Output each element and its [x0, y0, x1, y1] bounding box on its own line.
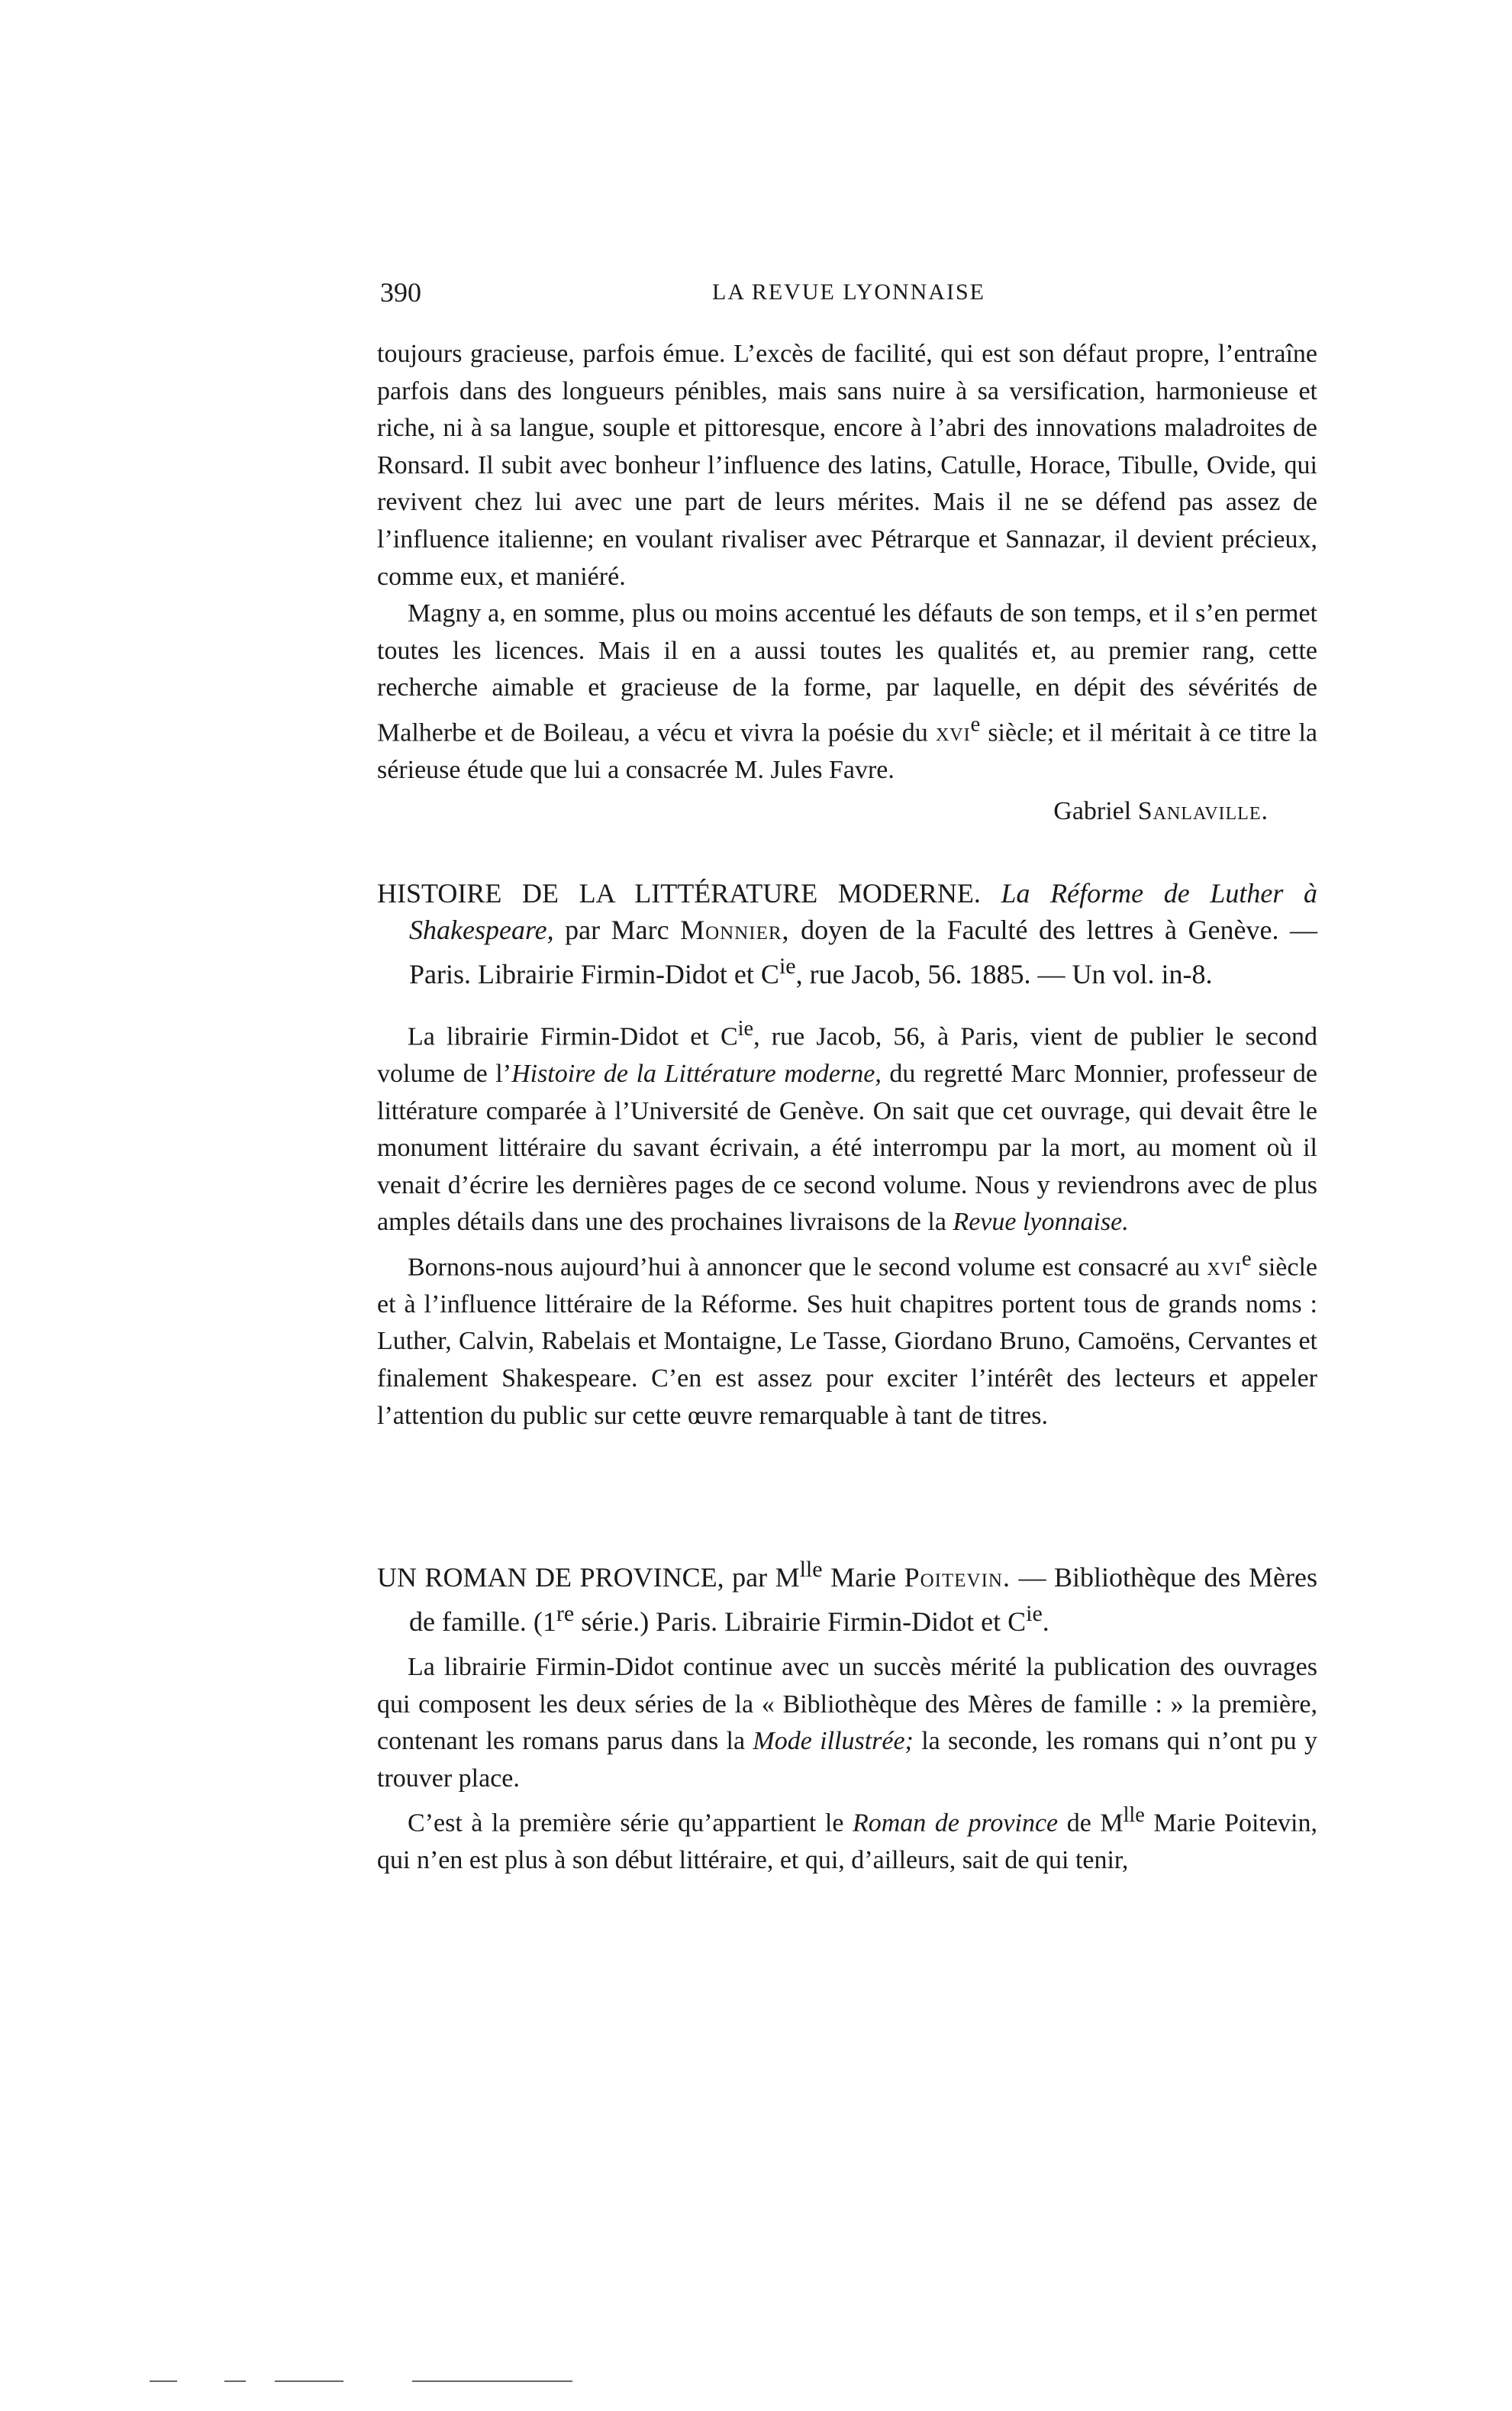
- review-monnier-p1-b: , rue Jacob, 56, à Paris, vient de publier le second volume de l’: [377, 1022, 1317, 1088]
- page-header: [380, 276, 1317, 313]
- entry-poitevin-title: UN ROMAN DE PROVINCE,: [377, 1562, 724, 1593]
- century-suffix-2: e: [1241, 1247, 1252, 1271]
- review-poitevin-p2-sup: lle: [1123, 1803, 1145, 1828]
- entry-poitevin-sup2: ie: [1026, 1601, 1043, 1626]
- entry-monnier-by: par Marc: [553, 915, 681, 945]
- entry-poitevin-details-end: .: [1042, 1606, 1049, 1637]
- entry-poitevin-author: Poitevin.: [904, 1562, 1011, 1593]
- review-monnier-paragraph-2: [377, 1241, 1317, 1435]
- review-magny-paragraph-2: [377, 595, 1317, 789]
- review-monnier-p1-sup: ie: [737, 1017, 754, 1041]
- review-monnier-journal: Revue lyonnaise.: [953, 1208, 1129, 1237]
- century-xvi-2: [1207, 1247, 1252, 1282]
- scan-artifact: [412, 2380, 572, 2382]
- review-monnier-work-title: Histoire de la Littérature moderne,: [511, 1059, 882, 1088]
- review-poitevin-mode: Mode illustrée;: [753, 1727, 914, 1756]
- review-monnier-p1-c: du regretté Marc Monnier, professeur de littérature comparée à l’Université de Genève. On sait que cet ouvrage, qui devait être le monument littéraire du savant écrivain, a été interrompu par la mort, au moment où il venait d’écrire les dernières pages de ce second volume. Nous y reviendrons avec de plus amples détails dans une des prochaines livraisons de la: [377, 1059, 1317, 1237]
- entry-poitevin-details-a: — Bibliothèque des Mères de famille. (1: [409, 1562, 1317, 1637]
- scan-artifact: [275, 2380, 343, 2382]
- review-monnier-paragraph-1: [377, 1011, 1317, 1241]
- review-poitevin-p2-b: de M: [1058, 1809, 1124, 1838]
- entry-poitevin-sup1: re: [556, 1601, 575, 1626]
- century-numeral-2: xvi: [1207, 1253, 1242, 1282]
- entry-poitevin-by-sup: lle: [799, 1557, 823, 1582]
- review-monnier-p2-b: siècle et à l’influence littéraire de la Réforme. Ses huit chapitres portent tous de grands noms : Luther, Calvin, Rabelais et Montaigne, Le Tasse, Giordano Bruno, Camoëns, Cervantes et finalement Shakespeare. C’en est assez pour exciter l’intérêt des lecteurs et appeler l’attention du public sur cette œuvre remarquable à tant de titres.: [377, 1253, 1317, 1430]
- entry-monnier-subtitle: La Réforme de Luther à Shakespeare,: [409, 878, 1318, 945]
- bibliographic-entry-poitevin: [377, 1551, 1317, 1640]
- signature: [377, 797, 1269, 826]
- entry-poitevin-by: par M: [724, 1562, 800, 1593]
- review-poitevin-paragraph-2: [377, 1797, 1317, 1880]
- review-poitevin-paragraph-1: [377, 1649, 1317, 1797]
- running-head: LA REVUE LYONNAISE: [712, 279, 985, 305]
- century-xvi: [935, 712, 981, 747]
- century-suffix: e: [970, 712, 981, 737]
- review-poitevin-p2-c: Marie Poitevin, qui n’en est plus à son début littéraire, et qui, d’ailleurs, sait de qui tenir,: [377, 1809, 1317, 1875]
- review-magny-p2-text-a: Magny a, en somme, plus ou moins accentué les défauts de son temps, et il s’en permet toutes les licences. Mais il en a aussi toutes les qualités et, au premier rang, cette recherche aimable et gracieuse de la forme, par laquelle, en dépit des sévérités de Malherbe et de Boileau, a vécu et vivra la poésie du: [377, 599, 1317, 747]
- entry-poitevin-heading: [377, 1551, 1317, 1640]
- review-poitevin-p2-a: C’est à la première série qu’appartient le: [408, 1809, 853, 1838]
- scan-artifact: [150, 2380, 177, 2382]
- signature-first-name: Gabriel: [1053, 797, 1138, 825]
- page-number: 390: [380, 277, 421, 308]
- review-magny-p2-text-b: siècle; et il méritait à ce titre la sérieuse étude que lui a consacrée M. Jules Favre.: [377, 718, 1317, 784]
- review-poitevin-p1-b: la seconde, les romans qui n’ont pu y trouver place.: [377, 1727, 1317, 1793]
- review-magny-paragraph-1: [377, 336, 1317, 595]
- entry-poitevin-first: Marie: [822, 1562, 904, 1593]
- century-numeral: xvi: [935, 718, 971, 747]
- entry-poitevin-details-b: série.) Paris. Librairie Firmin-Didot et C: [574, 1606, 1027, 1637]
- signature-last-name: Sanlaville.: [1137, 797, 1269, 825]
- scan-artifact: [224, 2380, 246, 2382]
- entry-monnier-author: Monnier,: [680, 915, 790, 945]
- review-magny-p1-text: toujours gracieuse, parfois émue. L’excès de facilité, qui est son défaut propre, l’entraîne parfois dans des longueurs pénibles, mais sans nuire à sa versification, harmonieuse et riche, ni à sa langue, souple et pittoresque, encore à l’abri des innovations maladroites de Ronsard. Il subit avec bonheur l’influence des latins, Catulle, Horace, Tibulle, Ovide, qui revivent chez lui avec une part de leurs mérites. Mais il ne se défend pas assez de l’influence italienne; en voulant rivaliser avec Pétrarque et Sannazar, il devient précieux, comme eux, et maniéré.: [377, 340, 1317, 591]
- review-monnier-p2-a: Bornons-nous aujourd’hui à annoncer que le second volume est consacré au: [408, 1253, 1207, 1282]
- bibliographic-entry-monnier: [377, 875, 1317, 992]
- entry-monnier-heading: [377, 875, 1317, 992]
- review-monnier: [377, 1011, 1317, 1435]
- review-poitevin-work: Roman de province: [852, 1809, 1059, 1838]
- review-poitevin-p1-a: La librairie Firmin-Didot continue avec un succès mérité la publication des ouvrages qui composent les deux séries de la « Bibliothèque des Mères de famille : » la première, contenant les romans parus dans la: [377, 1653, 1317, 1756]
- review-poitevin: [377, 1649, 1317, 1880]
- entry-monnier-title: HISTOIRE DE LA LITTÉRATURE MODERNE.: [377, 878, 981, 909]
- entry-monnier-details: doyen de la Faculté des lettres à Genève. — Paris. Librairie Firmin-Didot et C: [409, 915, 1317, 989]
- entry-monnier-details-end: , rue Jacob, 56. 1885. — Un vol. in-8.: [795, 959, 1213, 989]
- review-magny: [377, 336, 1317, 789]
- entry-monnier-sup: ie: [779, 954, 796, 979]
- review-monnier-p1-a: La librairie Firmin-Didot et C: [408, 1022, 738, 1051]
